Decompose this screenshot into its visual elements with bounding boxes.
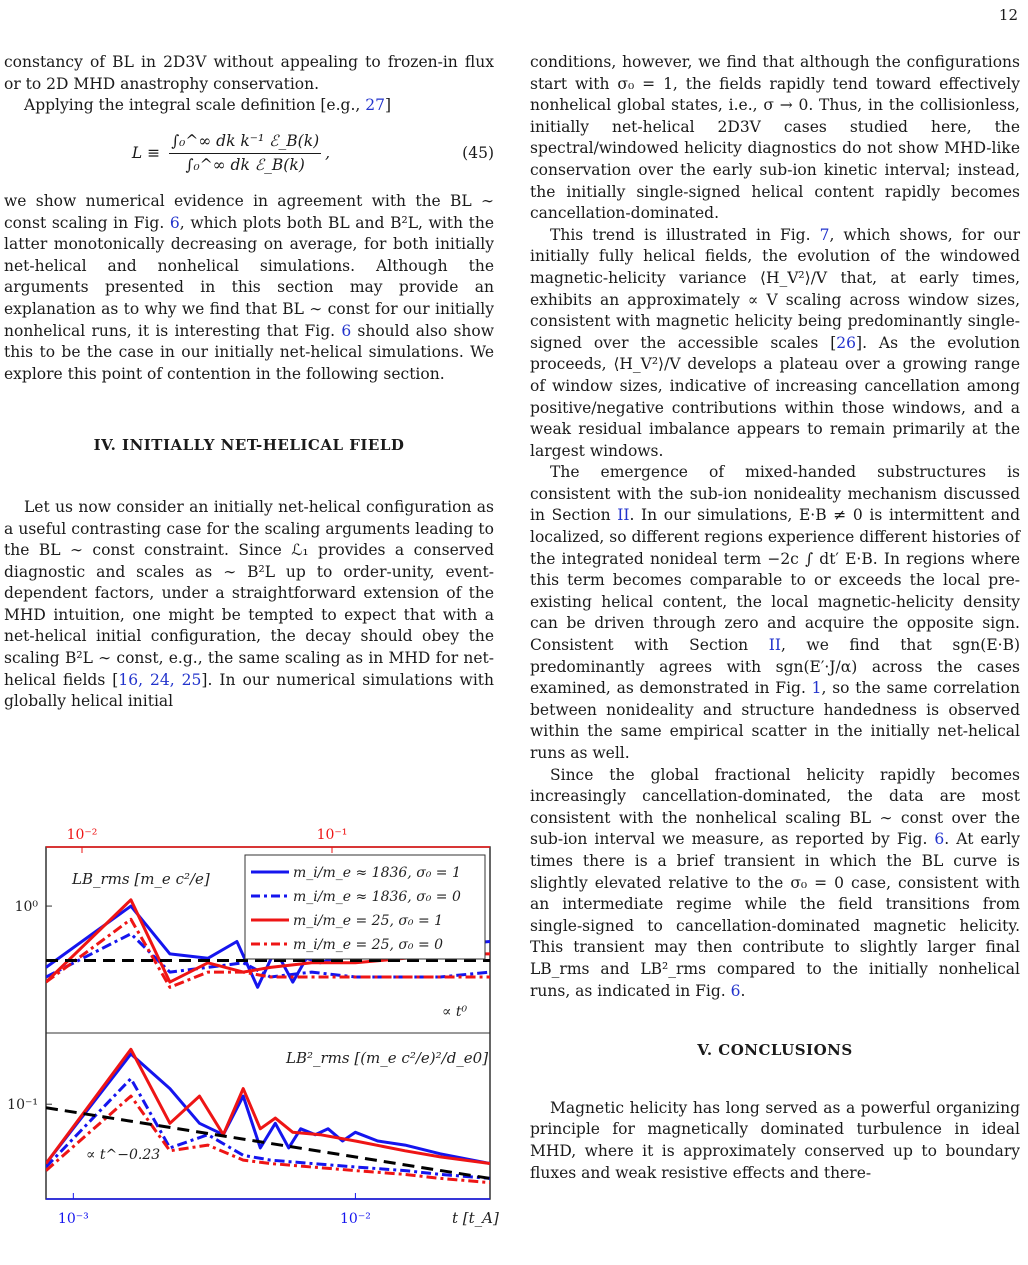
page-number: 12 bbox=[998, 6, 1018, 24]
top-axis-tick-label: 10⁻² bbox=[66, 827, 98, 843]
equation-numerator: ∫₀^∞ dk k⁻¹ ℰ_B(k) bbox=[169, 131, 321, 155]
equation-denominator: ∫₀^∞ dk ℰ_B(k) bbox=[185, 156, 305, 175]
figure-link[interactable]: 6 bbox=[341, 321, 352, 340]
legend-label: m_i/m_e ≈ 1836, σ₀ = 0 bbox=[293, 889, 461, 905]
figure-link[interactable]: 1 bbox=[811, 679, 822, 698]
paragraph-mixed-handed: The emergence of mixed-handed substructures is consistent with the sub-ion nonideality mechanism discussed in Section II. In our simulations, E·B ≠ 0 is intermittent and localized, so different regions experience different histories of the integrated nonideal term −2c ∫ dt′ E·B. In regions where this term becomes comparable to or exceeds the local pre-existing helical content, the local magnetic-helicity density can be driven through zero and acquire the opposite sign. Consistent with Section II, we find that sgn(E·B) predominantly agrees with sgn(E′·J/α) across the cases examined, as demonstrated in Fig. 1, so the same correlation between nonideality and structure handedness is observed within the same empirical scatter in the initially net-helical runs as well. bbox=[530, 463, 1021, 762]
right-column bbox=[530, 52, 1020, 1184]
paragraph-helicity-variance: This trend is illustrated in Fig. 7, which shows, for our initially fully helical fields, the evolution of the windowed magnetic-helicity variance ⟨H_V²⟩/V that, at early times, exhibits an approximately ∝ V scaling across window sizes, consistent with magnetic helicity being predominantly single-signed over the accessible scales [26]. As the evolution proceeds, ⟨H_V²⟩/V develops a plateau over a growing range of window sizes, indicative of increasing cancellation among positive/negative contributions within those windows, and a weak residual imbalance appears to remain primarily at the largest windows. bbox=[530, 225, 1020, 460]
fit-bottom-label: ∝ t^−0.23 bbox=[86, 1147, 161, 1163]
section-heading-v: V. CONCLUSIONS bbox=[697, 1041, 853, 1060]
paragraph-conclusions: Magnetic helicity has long served as a powerful organizing principle for magnetically dominated turbulence in ideal MHD, where it is approximately conserved up to boundary fluxes and weak resistive effects and there- bbox=[530, 1098, 1020, 1182]
legend bbox=[245, 855, 485, 959]
equation-lhs: L ≡ bbox=[131, 143, 161, 162]
paragraph-continued: conditions, however, we find that although the configurations start with σ₀ = 1, the fields rapidly tend toward effectively nonhelical global states, i.e., σ → 0. Thus, in the collisionless, initially net-helical 2D3V cases studied here, the spectral/windowed helicity diagnostics do not show MHD-like conservation over the early sub-ion kinetic interval; instead, the initially single-signed helical content rapidly becomes cancellation-dominated. bbox=[530, 53, 1020, 223]
panel-bottom-label: LB²_rms [(m_e c²/e)²/d_e0] bbox=[286, 1049, 489, 1067]
series-line bbox=[46, 1096, 490, 1183]
equation-fraction bbox=[169, 131, 321, 177]
section-link[interactable]: II bbox=[617, 506, 630, 525]
citation-link[interactable]: 16, 24, 25 bbox=[118, 670, 202, 689]
paragraph-numerical-evidence: we show numerical evidence in agreement with the BL ∼ const scaling in Fig. 6, which plots both BL and B²L, with the latter monotonically decreasing on average, for both initially net-helical and nonhelical simulations. Although the arguments presented in this section may provide an explanation as to why we find that BL ∼ const for our initially nonhelical runs, it is interesting that Fig. 6 should also show this to be the case in our initially net-helical simulations. We explore this point of contention in the following section. bbox=[4, 191, 494, 383]
bottom-axis-tick-label: 10⁻² bbox=[340, 1211, 371, 1227]
paragraph-net-helical: Let us now consider an initially net-helical configuration as a useful contrasting case for the scaling arguments leading to the BL ∼ const constraint. Since ℒ₁ provides a conserved diagnostic and scales as ∼ B²L up to order-unity, event-dependent factors, under a straightforward extension of the MHD intuition, one might be tempted to expect that with a net-helical initial configuration, the decay should obey the scaling B²L ∼ const, e.g., the same scaling as in MHD for net-helical fields [16, 24, 25]. In our numerical simulations with globally helical initial bbox=[4, 497, 494, 711]
fit-line bbox=[46, 1108, 490, 1179]
legend-label: m_i/m_e = 25, σ₀ = 1 bbox=[293, 913, 444, 929]
legend-label: m_i/m_e = 25, σ₀ = 0 bbox=[293, 937, 444, 953]
top-axis-tick-label: 10⁻¹ bbox=[316, 827, 348, 843]
figure-link[interactable]: 7 bbox=[819, 225, 830, 244]
figure-link[interactable]: 6 bbox=[934, 830, 945, 849]
citation-link[interactable]: 26 bbox=[836, 333, 857, 352]
legend-label: m_i/m_e ≈ 1836, σ₀ = 1 bbox=[293, 865, 461, 881]
equation-45: L ≡ $\frac{\text{∫₀\textasciicircum{}∞ dk k⁻¹ ℰ\_B(k)}}{\text{∫₀\textasciicircum{}∞ dk ℰ\_B(k)}}$ , (45) bbox=[4, 131, 494, 177]
paragraph-global-helicity: Since the global fractional helicity rapidly becomes increasingly cancellation-dominated, the data are most consistent with the nonhelical scaling BL ∼ const over the sub-ion interval we measure, as reported by Fig. 6. At early times there is a brief transient in which the BL curve is slightly elevated relative to the σ₀ = 0 case, consistent with an intermediate regime while the field transitions from single-signed to cancellation-dominated magnetic helicity. This transient may then contribute to slightly larger final LB_rms and LB²_rms compared to the initially nonhelical runs, as indicated in Fig. 6. bbox=[530, 765, 1020, 1000]
bottom-axis-label: t [t_A] bbox=[452, 1209, 499, 1227]
section-link[interactable]: II bbox=[768, 636, 781, 655]
figure-link[interactable]: 6 bbox=[169, 213, 180, 232]
figure-link[interactable]: 6 bbox=[730, 981, 741, 1000]
left-column bbox=[4, 52, 494, 713]
figure-6-chart bbox=[0, 812, 500, 1252]
paragraph-integral-scale: Applying the integral scale definition [e.g., 27] bbox=[24, 96, 392, 115]
left-axis-tick-label: 10⁰ bbox=[14, 899, 38, 916]
paragraph-continued: constancy of BL in 2D3V without appealing to frozen-in flux or to 2D MHD anastrophy conservation. bbox=[4, 53, 494, 93]
section-heading-iv: IV. INITIALLY NET-HELICAL FIELD bbox=[93, 436, 405, 455]
panel-top-label: LB_rms [m_e c²/e] bbox=[72, 870, 210, 888]
left-axis-tick-label: 10⁻¹ bbox=[7, 1097, 38, 1114]
citation-link[interactable]: 27 bbox=[365, 96, 385, 115]
fit-top-label: ∝ t⁰ bbox=[442, 1004, 468, 1020]
equation-number: (45) bbox=[462, 144, 494, 163]
bottom-axis-tick-label: 10⁻³ bbox=[57, 1211, 89, 1227]
